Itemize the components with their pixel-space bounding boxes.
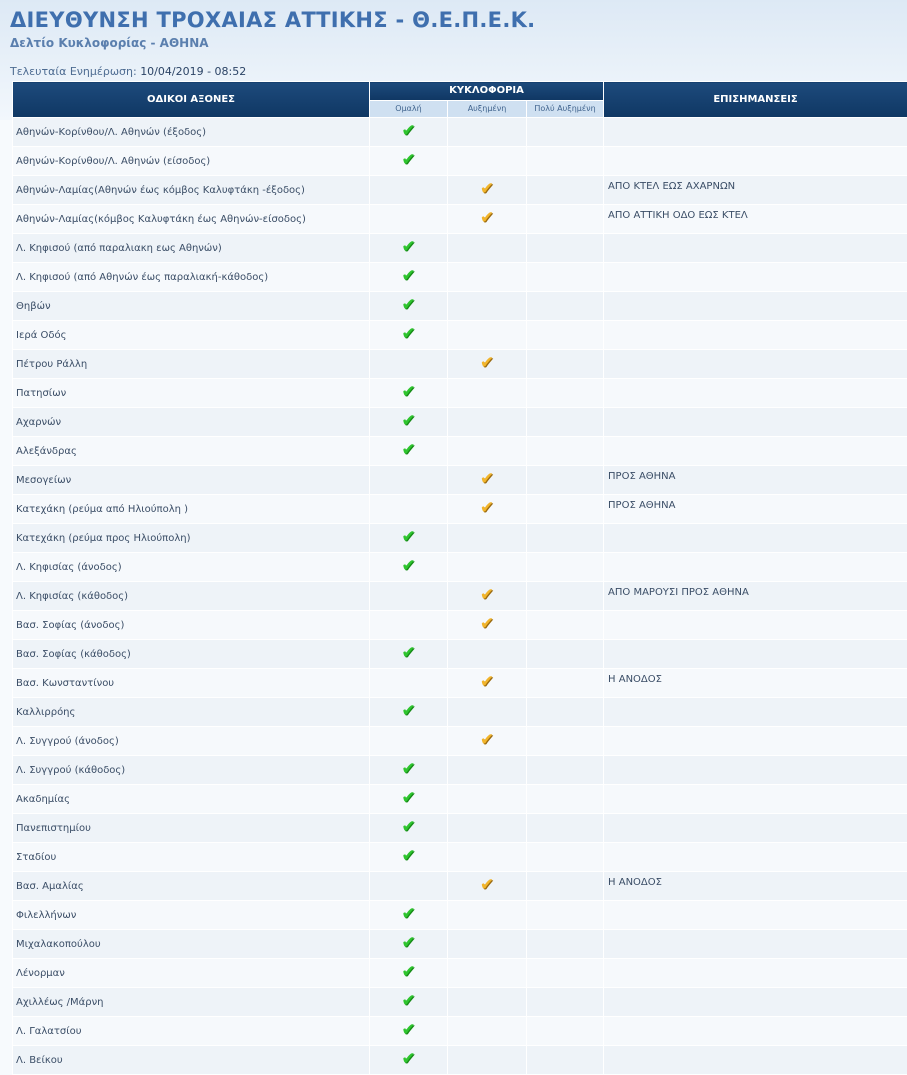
traffic-level-cell xyxy=(448,379,527,408)
traffic-level-cell xyxy=(448,1046,527,1075)
table-row xyxy=(13,872,907,901)
traffic-level-cell xyxy=(370,553,448,582)
road-name: Βασ. Σοφίας (άνοδος) xyxy=(13,611,370,640)
road-name: Σταδίου xyxy=(13,843,370,872)
check-icon: ✔ xyxy=(401,268,415,285)
traffic-level-cell xyxy=(527,176,604,205)
traffic-level-cell xyxy=(448,698,527,727)
road-name: Λ. Κηφισίας (άνοδος) xyxy=(13,553,370,582)
road-note: ΑΠΟ ΚΤΕΛ ΕΩΣ ΑΧΑΡΝΩΝ xyxy=(604,176,907,205)
traffic-level-cell xyxy=(527,582,604,611)
check-icon: ✔ xyxy=(480,355,494,372)
table-row xyxy=(13,669,907,698)
road-note xyxy=(604,234,907,263)
road-note xyxy=(604,118,907,147)
traffic-level-cell xyxy=(370,1017,448,1046)
last-update-label: Τελευταία Ενημέρωση: xyxy=(10,65,137,78)
traffic-level-cell xyxy=(527,669,604,698)
traffic-level-cell xyxy=(527,147,604,176)
check-icon: ✔ xyxy=(480,500,494,517)
road-name: Ιερά Οδός xyxy=(13,321,370,350)
road-note xyxy=(604,930,907,959)
road-name: Λ. Συγγρού (κάθοδος) xyxy=(13,756,370,785)
traffic-level-cell xyxy=(527,234,604,263)
traffic-level-cell xyxy=(448,872,527,901)
check-icon: ✔ xyxy=(401,442,415,459)
traffic-level-cell xyxy=(448,408,527,437)
road-note xyxy=(604,437,907,466)
road-name: Βασ. Σοφίας (κάθοδος) xyxy=(13,640,370,669)
traffic-level-cell xyxy=(527,350,604,379)
traffic-level-cell xyxy=(448,147,527,176)
check-icon: ✔ xyxy=(401,297,415,314)
traffic-level-cell xyxy=(448,118,527,147)
traffic-level-cell xyxy=(370,408,448,437)
table-row xyxy=(13,843,907,872)
road-note xyxy=(604,727,907,756)
check-icon: ✔ xyxy=(480,210,494,227)
check-icon: ✔ xyxy=(401,761,415,778)
traffic-level-cell xyxy=(370,524,448,553)
check-icon: ✔ xyxy=(401,123,415,140)
level-increased-header: Αυξημένη xyxy=(448,100,527,118)
check-icon: ✔ xyxy=(401,935,415,952)
traffic-level-cell xyxy=(448,669,527,698)
road-name: Πέτρου Ράλλη xyxy=(13,350,370,379)
traffic-level-cell xyxy=(448,321,527,350)
traffic-level-cell xyxy=(448,350,527,379)
traffic-column-header: ΚΥΚΛΟΦΟΡΙΑ xyxy=(370,82,604,101)
traffic-level-cell xyxy=(370,118,448,147)
check-icon: ✔ xyxy=(401,790,415,807)
traffic-level-cell xyxy=(448,263,527,292)
table-row xyxy=(13,988,907,1017)
road-note xyxy=(604,263,907,292)
traffic-level-cell xyxy=(370,930,448,959)
road-note: ΑΠΟ ΜΑΡΟΥΣΙ ΠΡΟΣ ΑΘΗΝΑ xyxy=(604,582,907,611)
road-name: Λ. Βείκου xyxy=(13,1046,370,1075)
table-row xyxy=(13,234,907,263)
traffic-level-cell xyxy=(448,930,527,959)
table-row xyxy=(13,437,907,466)
table-row xyxy=(13,1046,907,1075)
road-name: Βασ. Κωνσταντίνου xyxy=(13,669,370,698)
traffic-level-cell xyxy=(370,263,448,292)
traffic-level-cell xyxy=(448,205,527,234)
table-row xyxy=(13,379,907,408)
table-row xyxy=(13,785,907,814)
traffic-level-cell xyxy=(370,1046,448,1075)
table-row xyxy=(13,118,907,147)
road-note xyxy=(604,814,907,843)
traffic-level-cell xyxy=(527,698,604,727)
check-icon: ✔ xyxy=(401,848,415,865)
traffic-level-cell xyxy=(527,379,604,408)
traffic-level-cell xyxy=(527,959,604,988)
check-icon: ✔ xyxy=(401,152,415,169)
last-update-value: 10/04/2019 - 08:52 xyxy=(140,65,246,78)
traffic-level-cell xyxy=(448,814,527,843)
traffic-level-cell xyxy=(370,147,448,176)
roads-column-header: ΟΔΙΚΟΙ ΑΞΟΝΕΣ xyxy=(13,82,370,118)
traffic-level-cell xyxy=(370,495,448,524)
traffic-level-cell xyxy=(448,611,527,640)
traffic-level-cell xyxy=(370,843,448,872)
table-row xyxy=(13,814,907,843)
traffic-level-cell xyxy=(448,292,527,321)
traffic-level-cell xyxy=(527,843,604,872)
table-row xyxy=(13,466,907,495)
traffic-level-cell xyxy=(527,553,604,582)
traffic-level-cell xyxy=(448,176,527,205)
road-note xyxy=(604,321,907,350)
road-name: Μιχαλακοπούλου xyxy=(13,930,370,959)
road-name: Πανεπιστημίου xyxy=(13,814,370,843)
traffic-level-cell xyxy=(370,669,448,698)
check-icon: ✔ xyxy=(480,181,494,198)
traffic-level-cell xyxy=(527,640,604,669)
table-row xyxy=(13,640,907,669)
traffic-level-cell xyxy=(370,205,448,234)
check-icon: ✔ xyxy=(401,703,415,720)
road-note xyxy=(604,379,907,408)
check-icon: ✔ xyxy=(401,906,415,923)
check-icon: ✔ xyxy=(480,587,494,604)
check-icon: ✔ xyxy=(401,1022,415,1039)
road-note: Η ΑΝΟΔΟΣ xyxy=(604,872,907,901)
traffic-level-cell xyxy=(448,553,527,582)
last-update xyxy=(10,65,246,78)
traffic-level-cell xyxy=(370,234,448,263)
traffic-level-cell xyxy=(448,843,527,872)
check-icon: ✔ xyxy=(401,1051,415,1068)
check-icon: ✔ xyxy=(401,326,415,343)
traffic-level-cell xyxy=(448,1017,527,1046)
traffic-level-cell xyxy=(527,437,604,466)
traffic-level-cell xyxy=(448,988,527,1017)
traffic-level-cell xyxy=(448,437,527,466)
traffic-level-cell xyxy=(448,785,527,814)
traffic-level-cell xyxy=(527,872,604,901)
road-name: Βασ. Αμαλίας xyxy=(13,872,370,901)
road-note xyxy=(604,1046,907,1075)
table-row xyxy=(13,350,907,379)
traffic-level-cell xyxy=(527,785,604,814)
table-row xyxy=(13,292,907,321)
traffic-level-cell xyxy=(527,1046,604,1075)
road-note xyxy=(604,553,907,582)
traffic-level-cell xyxy=(370,727,448,756)
traffic-level-cell xyxy=(527,930,604,959)
traffic-level-cell xyxy=(527,611,604,640)
table-row xyxy=(13,408,907,437)
traffic-level-cell xyxy=(527,118,604,147)
traffic-level-cell xyxy=(527,263,604,292)
road-note xyxy=(604,843,907,872)
table-row xyxy=(13,959,907,988)
road-note xyxy=(604,756,907,785)
road-note xyxy=(604,640,907,669)
table-row xyxy=(13,147,907,176)
traffic-level-cell xyxy=(527,727,604,756)
road-name: Αλεξάνδρας xyxy=(13,437,370,466)
traffic-level-cell xyxy=(448,727,527,756)
traffic-level-cell xyxy=(370,814,448,843)
traffic-level-cell xyxy=(370,640,448,669)
traffic-level-cell xyxy=(527,292,604,321)
road-note xyxy=(604,698,907,727)
road-note xyxy=(604,408,907,437)
traffic-level-cell xyxy=(370,321,448,350)
traffic-level-cell xyxy=(370,611,448,640)
table-row xyxy=(13,611,907,640)
road-name: Μεσογείων xyxy=(13,466,370,495)
road-note: ΠΡΟΣ ΑΘΗΝΑ xyxy=(604,495,907,524)
road-name: Αθηνών-Κορίνθου/Λ. Αθηνών (έξοδος) xyxy=(13,118,370,147)
road-name: Λ. Κηφισού (από Αθηνών έως παραλιακή-κάθοδος) xyxy=(13,263,370,292)
traffic-level-cell xyxy=(370,437,448,466)
table-row xyxy=(13,930,907,959)
page-subtitle: Δελτίο Κυκλοφορίας - ΑΘΗΝΑ xyxy=(10,36,209,50)
check-icon: ✔ xyxy=(401,558,415,575)
road-name: Λ. Κηφισού (από παραλιακη εως Αθηνών) xyxy=(13,234,370,263)
check-icon: ✔ xyxy=(401,645,415,662)
traffic-level-cell xyxy=(370,292,448,321)
traffic-level-cell xyxy=(448,582,527,611)
table-row xyxy=(13,698,907,727)
road-note xyxy=(604,524,907,553)
road-name: Θηβών xyxy=(13,292,370,321)
check-icon: ✔ xyxy=(401,993,415,1010)
traffic-table xyxy=(12,81,907,1075)
page-title: ΔΙΕΥΘΥΝΣΗ ΤΡΟΧΑΙΑΣ ΑΤΤΙΚΗΣ - Θ.Ε.Π.Ε.Κ. xyxy=(10,8,535,32)
traffic-level-cell xyxy=(527,814,604,843)
road-note xyxy=(604,611,907,640)
table-row xyxy=(13,176,907,205)
table-row xyxy=(13,1017,907,1046)
road-name: Αθηνών-Λαμίας(Αθηνών έως κόμβος Καλυφτάκη -έξοδος) xyxy=(13,176,370,205)
traffic-level-cell xyxy=(448,495,527,524)
check-icon: ✔ xyxy=(401,413,415,430)
notes-column-header: ΕΠΙΣΗΜΑΝΣΕΙΣ xyxy=(604,82,907,118)
road-note xyxy=(604,785,907,814)
check-icon: ✔ xyxy=(401,384,415,401)
traffic-level-cell xyxy=(448,640,527,669)
traffic-level-cell xyxy=(527,1017,604,1046)
table-row xyxy=(13,495,907,524)
traffic-level-cell xyxy=(448,756,527,785)
road-name: Αχιλλέως /Μάρνη xyxy=(13,988,370,1017)
road-note xyxy=(604,988,907,1017)
traffic-level-cell xyxy=(370,379,448,408)
traffic-level-cell xyxy=(527,988,604,1017)
road-name: Κατεχάκη (ρεύμα από Ηλιούπολη ) xyxy=(13,495,370,524)
traffic-level-cell xyxy=(370,959,448,988)
table-row xyxy=(13,263,907,292)
road-name: Φιλελλήνων xyxy=(13,901,370,930)
traffic-level-cell xyxy=(527,205,604,234)
traffic-level-cell xyxy=(370,176,448,205)
road-note xyxy=(604,147,907,176)
traffic-level-cell xyxy=(370,466,448,495)
road-name: Ακαδημίας xyxy=(13,785,370,814)
traffic-level-cell xyxy=(370,350,448,379)
traffic-level-cell xyxy=(448,466,527,495)
traffic-level-cell xyxy=(527,466,604,495)
road-name: Λ. Γαλατσίου xyxy=(13,1017,370,1046)
table-row xyxy=(13,756,907,785)
road-name: Κατεχάκη (ρεύμα προς Ηλιούπολη) xyxy=(13,524,370,553)
table-row xyxy=(13,553,907,582)
traffic-level-cell xyxy=(448,959,527,988)
road-note xyxy=(604,1017,907,1046)
check-icon: ✔ xyxy=(480,674,494,691)
traffic-level-cell xyxy=(448,234,527,263)
traffic-level-cell xyxy=(370,785,448,814)
road-note xyxy=(604,350,907,379)
road-name: Αθηνών-Λαμίας(κόμβος Καλυφτάκη έως Αθηνών-είσοδος) xyxy=(13,205,370,234)
road-note: ΠΡΟΣ ΑΘΗΝΑ xyxy=(604,466,907,495)
traffic-level-cell xyxy=(527,756,604,785)
road-name: Λ. Κηφισίας (κάθοδος) xyxy=(13,582,370,611)
check-icon: ✔ xyxy=(480,471,494,488)
traffic-rows xyxy=(13,118,907,1075)
traffic-level-cell xyxy=(370,582,448,611)
level-heavy-header: Πολύ Αυξημένη xyxy=(527,100,604,118)
road-name: Καλλιρρόης xyxy=(13,698,370,727)
check-icon: ✔ xyxy=(401,819,415,836)
traffic-level-cell xyxy=(370,872,448,901)
check-icon: ✔ xyxy=(401,964,415,981)
check-icon: ✔ xyxy=(480,732,494,749)
table-row xyxy=(13,205,907,234)
table-row xyxy=(13,321,907,350)
traffic-level-cell xyxy=(527,408,604,437)
road-note: Η ΑΝΟΔΟΣ xyxy=(604,669,907,698)
road-name: Αχαρνών xyxy=(13,408,370,437)
road-note xyxy=(604,959,907,988)
table-row xyxy=(13,524,907,553)
road-name: Αθηνών-Κορίνθου/Λ. Αθηνών (είσοδος) xyxy=(13,147,370,176)
road-note: ΑΠΟ ΑΤΤΙΚΗ ΟΔΟ ΕΩΣ ΚΤΕΛ xyxy=(604,205,907,234)
check-icon: ✔ xyxy=(401,529,415,546)
road-name: Λένορμαν xyxy=(13,959,370,988)
level-normal-header: Ομαλή xyxy=(370,100,448,118)
check-icon: ✔ xyxy=(401,239,415,256)
traffic-level-cell xyxy=(370,988,448,1017)
road-note xyxy=(604,292,907,321)
check-icon: ✔ xyxy=(480,877,494,894)
road-name: Λ. Συγγρού (άνοδος) xyxy=(13,727,370,756)
table-row xyxy=(13,582,907,611)
traffic-level-cell xyxy=(448,524,527,553)
traffic-level-cell xyxy=(370,756,448,785)
traffic-level-cell xyxy=(527,495,604,524)
table-row xyxy=(13,727,907,756)
traffic-level-cell xyxy=(370,698,448,727)
traffic-level-cell xyxy=(527,524,604,553)
check-icon: ✔ xyxy=(480,616,494,633)
traffic-level-cell xyxy=(527,321,604,350)
road-name: Πατησίων xyxy=(13,379,370,408)
